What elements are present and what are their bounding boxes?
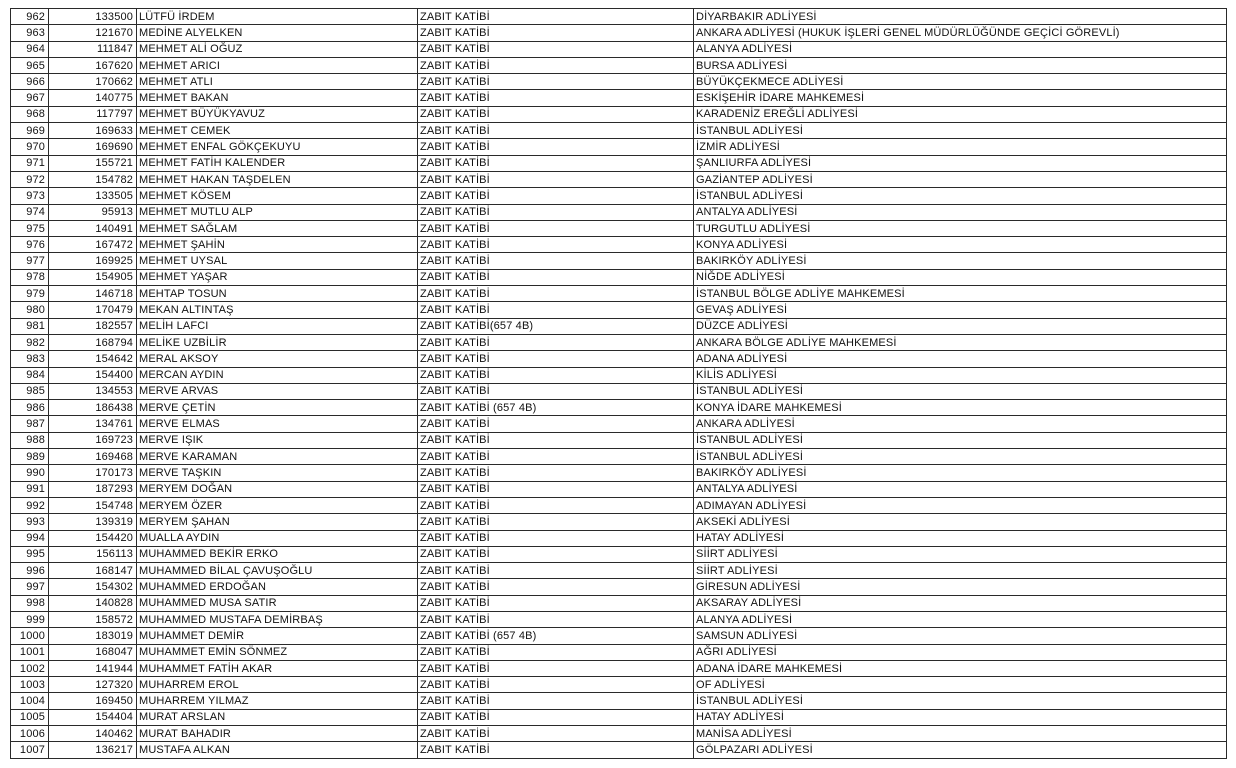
table-row xyxy=(11,742,1227,758)
name-cell: MERYEM DOĞAN xyxy=(137,481,418,497)
registry-number-cell: 140462 xyxy=(49,726,137,742)
row-number-cell: 964 xyxy=(11,41,49,57)
name-cell: MERCAN AYDIN xyxy=(137,367,418,383)
institution-cell: İSTANBUL ADLİYESİ xyxy=(694,383,1227,399)
row-number-cell: 995 xyxy=(11,546,49,562)
row-number-cell: 1002 xyxy=(11,660,49,676)
name-cell: MEHTAP TOSUN xyxy=(137,286,418,302)
title-cell: ZABIT KATİBİ xyxy=(418,416,694,432)
name-cell: MERVE ÇETİN xyxy=(137,400,418,416)
title-cell: ZABIT KATİBİ (657 4B) xyxy=(418,400,694,416)
institution-cell: NİĞDE ADLİYESİ xyxy=(694,269,1227,285)
table-row xyxy=(11,302,1227,318)
row-number-cell: 981 xyxy=(11,318,49,334)
name-cell: MERVE TAŞKIN xyxy=(137,465,418,481)
row-number-cell: 1004 xyxy=(11,693,49,709)
registry-number-cell: 140491 xyxy=(49,220,137,236)
title-cell: ZABIT KATİBİ xyxy=(418,106,694,122)
title-cell: ZABIT KATİBİ xyxy=(418,171,694,187)
name-cell: MEHMET MUTLU ALP xyxy=(137,204,418,220)
name-cell: MUHAMMET FATİH AKAR xyxy=(137,660,418,676)
institution-cell: GÖLPAZARI ADLİYESİ xyxy=(694,742,1227,758)
table-row xyxy=(11,237,1227,253)
row-number-cell: 967 xyxy=(11,90,49,106)
registry-number-cell: 134553 xyxy=(49,383,137,399)
row-number-cell: 984 xyxy=(11,367,49,383)
title-cell: ZABIT KATİBİ xyxy=(418,25,694,41)
institution-cell: ALANYA ADLİYESİ xyxy=(694,41,1227,57)
institution-cell: İZMİR ADLİYESİ xyxy=(694,139,1227,155)
institution-cell: ANKARA ADLİYESİ xyxy=(694,416,1227,432)
title-cell: ZABIT KATİBİ xyxy=(418,286,694,302)
row-number-cell: 991 xyxy=(11,481,49,497)
name-cell: MUHAMMET DEMİR xyxy=(137,628,418,644)
name-cell: MERYEM ÖZER xyxy=(137,497,418,513)
name-cell: MEHMET YAŞAR xyxy=(137,269,418,285)
table-row xyxy=(11,611,1227,627)
name-cell: MEHMET CEMEK xyxy=(137,123,418,139)
row-number-cell: 979 xyxy=(11,286,49,302)
title-cell: ZABIT KATİBİ xyxy=(418,367,694,383)
registry-number-cell: 169450 xyxy=(49,693,137,709)
institution-cell: KARADENİZ EREĞLİ ADLİYESİ xyxy=(694,106,1227,122)
registry-number-cell: 133500 xyxy=(49,9,137,25)
table-row xyxy=(11,546,1227,562)
title-cell: ZABIT KATİBİ xyxy=(418,481,694,497)
registry-number-cell: 111847 xyxy=(49,41,137,57)
row-number-cell: 983 xyxy=(11,351,49,367)
title-cell: ZABIT KATİBİ xyxy=(418,660,694,676)
title-cell: ZABIT KATİBİ xyxy=(418,677,694,693)
table-row xyxy=(11,726,1227,742)
table-row xyxy=(11,400,1227,416)
registry-number-cell: 146718 xyxy=(49,286,137,302)
name-cell: MERVE ELMAS xyxy=(137,416,418,432)
row-number-cell: 993 xyxy=(11,514,49,530)
institution-cell: AĞRI ADLİYESİ xyxy=(694,644,1227,660)
table-row xyxy=(11,449,1227,465)
row-number-cell: 999 xyxy=(11,611,49,627)
name-cell: MUHAMMED MUSTAFA DEMİRBAŞ xyxy=(137,611,418,627)
row-number-cell: 973 xyxy=(11,188,49,204)
title-cell: ZABIT KATİBİ xyxy=(418,514,694,530)
table-row xyxy=(11,123,1227,139)
name-cell: MEHMET ARICI xyxy=(137,57,418,73)
registry-number-cell: 169723 xyxy=(49,432,137,448)
registry-number-cell: 154782 xyxy=(49,171,137,187)
name-cell: MURAT ARSLAN xyxy=(137,709,418,725)
title-cell: ZABIT KATİBİ xyxy=(418,742,694,758)
row-number-cell: 1000 xyxy=(11,628,49,644)
institution-cell: TURGUTLU ADLİYESİ xyxy=(694,220,1227,236)
institution-cell: ŞANLIURFA ADLİYESİ xyxy=(694,155,1227,171)
title-cell: ZABIT KATİBİ xyxy=(418,579,694,595)
row-number-cell: 980 xyxy=(11,302,49,318)
institution-cell: HATAY ADLİYESİ xyxy=(694,709,1227,725)
row-number-cell: 971 xyxy=(11,155,49,171)
registry-number-cell: 117797 xyxy=(49,106,137,122)
table-row xyxy=(11,171,1227,187)
institution-cell: ADANA ADLİYESİ xyxy=(694,351,1227,367)
title-cell: ZABIT KATİBİ xyxy=(418,644,694,660)
table-row xyxy=(11,579,1227,595)
table-row xyxy=(11,155,1227,171)
table-row xyxy=(11,204,1227,220)
registry-number-cell: 167620 xyxy=(49,57,137,73)
title-cell: ZABIT KATİBİ xyxy=(418,188,694,204)
row-number-cell: 988 xyxy=(11,432,49,448)
registry-number-cell: 156113 xyxy=(49,546,137,562)
registry-number-cell: 169468 xyxy=(49,449,137,465)
table-row xyxy=(11,514,1227,530)
title-cell: ZABIT KATİBİ xyxy=(418,595,694,611)
title-cell: ZABIT KATİBİ xyxy=(418,9,694,25)
institution-cell: SAMSUN ADLİYESİ xyxy=(694,628,1227,644)
title-cell: ZABIT KATİBİ xyxy=(418,693,694,709)
row-number-cell: 962 xyxy=(11,9,49,25)
title-cell: ZABIT KATİBİ xyxy=(418,155,694,171)
registry-number-cell: 169690 xyxy=(49,139,137,155)
name-cell: MUHAMMED BİLAL ÇAVUŞOĞLU xyxy=(137,563,418,579)
registry-number-cell: 158572 xyxy=(49,611,137,627)
row-number-cell: 986 xyxy=(11,400,49,416)
row-number-cell: 1006 xyxy=(11,726,49,742)
registry-number-cell: 134761 xyxy=(49,416,137,432)
title-cell: ZABIT KATİBİ xyxy=(418,204,694,220)
institution-cell: ADANA İDARE MAHKEMESİ xyxy=(694,660,1227,676)
institution-cell: İSTANBUL BÖLGE ADLİYE MAHKEMESİ xyxy=(694,286,1227,302)
row-number-cell: 965 xyxy=(11,57,49,73)
institution-cell: GEVAŞ ADLİYESİ xyxy=(694,302,1227,318)
name-cell: MELİH LAFCI xyxy=(137,318,418,334)
name-cell: MUHAMMED ERDOĞAN xyxy=(137,579,418,595)
institution-cell: ANKARA BÖLGE ADLİYE MAHKEMESİ xyxy=(694,334,1227,350)
table-row xyxy=(11,383,1227,399)
table-row xyxy=(11,139,1227,155)
name-cell: MEHMET UYSAL xyxy=(137,253,418,269)
title-cell: ZABIT KATİBİ xyxy=(418,726,694,742)
title-cell: ZABIT KATİBİ xyxy=(418,709,694,725)
table-row xyxy=(11,416,1227,432)
registry-number-cell: 95913 xyxy=(49,204,137,220)
table-row xyxy=(11,318,1227,334)
registry-number-cell: 155721 xyxy=(49,155,137,171)
table-row xyxy=(11,106,1227,122)
institution-cell: İSTANBUL ADLİYESİ xyxy=(694,432,1227,448)
table-row xyxy=(11,286,1227,302)
table-body xyxy=(11,9,1227,759)
registry-number-cell: 154400 xyxy=(49,367,137,383)
name-cell: MUHARREM YILMAZ xyxy=(137,693,418,709)
institution-cell: KONYA ADLİYESİ xyxy=(694,237,1227,253)
title-cell: ZABIT KATİBİ xyxy=(418,74,694,90)
name-cell: MERVE KARAMAN xyxy=(137,449,418,465)
row-number-cell: 974 xyxy=(11,204,49,220)
name-cell: MEHMET FATİH KALENDER xyxy=(137,155,418,171)
institution-cell: BAKIRKÖY ADLİYESİ xyxy=(694,253,1227,269)
institution-cell: GAZİANTEP ADLİYESİ xyxy=(694,171,1227,187)
row-number-cell: 997 xyxy=(11,579,49,595)
title-cell: ZABIT KATİBİ xyxy=(418,611,694,627)
table-row xyxy=(11,595,1227,611)
name-cell: MERAL AKSOY xyxy=(137,351,418,367)
name-cell: LÜTFÜ İRDEM xyxy=(137,9,418,25)
name-cell: MUSTAFA ALKAN xyxy=(137,742,418,758)
registry-number-cell: 136217 xyxy=(49,742,137,758)
institution-cell: KİLİS ADLİYESİ xyxy=(694,367,1227,383)
row-number-cell: 968 xyxy=(11,106,49,122)
institution-cell: İSTANBUL ADLİYESİ xyxy=(694,188,1227,204)
registry-number-cell: 154642 xyxy=(49,351,137,367)
name-cell: MEHMET ENFAL GÖKÇEKUYU xyxy=(137,139,418,155)
registry-number-cell: 186438 xyxy=(49,400,137,416)
title-cell: ZABIT KATİBİ xyxy=(418,253,694,269)
table-row xyxy=(11,351,1227,367)
row-number-cell: 970 xyxy=(11,139,49,155)
name-cell: MEHMET ŞAHİN xyxy=(137,237,418,253)
row-number-cell: 992 xyxy=(11,497,49,513)
table-row xyxy=(11,677,1227,693)
institution-cell: KONYA İDARE MAHKEMESİ xyxy=(694,400,1227,416)
registry-number-cell: 168147 xyxy=(49,563,137,579)
table-row xyxy=(11,57,1227,73)
table-row xyxy=(11,90,1227,106)
title-cell: ZABIT KATİBİ xyxy=(418,220,694,236)
registry-number-cell: 154404 xyxy=(49,709,137,725)
name-cell: MERVE IŞIK xyxy=(137,432,418,448)
table-row xyxy=(11,563,1227,579)
table-row xyxy=(11,497,1227,513)
row-number-cell: 985 xyxy=(11,383,49,399)
name-cell: MELİKE UZBİLİR xyxy=(137,334,418,350)
name-cell: MUHAMMED BEKİR ERKO xyxy=(137,546,418,562)
registry-number-cell: 169633 xyxy=(49,123,137,139)
registry-number-cell: 141944 xyxy=(49,660,137,676)
registry-number-cell: 139319 xyxy=(49,514,137,530)
title-cell: ZABIT KATİBİ xyxy=(418,269,694,285)
institution-cell: ALANYA ADLİYESİ xyxy=(694,611,1227,627)
registry-number-cell: 170479 xyxy=(49,302,137,318)
name-cell: MEHMET SAĞLAM xyxy=(137,220,418,236)
table-row xyxy=(11,660,1227,676)
institution-cell: İSTANBUL ADLİYESİ xyxy=(694,693,1227,709)
row-number-cell: 990 xyxy=(11,465,49,481)
name-cell: MUHARREM EROL xyxy=(137,677,418,693)
table-row xyxy=(11,334,1227,350)
title-cell: ZABIT KATİBİ xyxy=(418,351,694,367)
registry-number-cell: 170662 xyxy=(49,74,137,90)
row-number-cell: 989 xyxy=(11,449,49,465)
name-cell: MURAT BAHADIR xyxy=(137,726,418,742)
name-cell: MEHMET ATLI xyxy=(137,74,418,90)
title-cell: ZABIT KATİBİ xyxy=(418,139,694,155)
institution-cell: AKSEKİ ADLİYESİ xyxy=(694,514,1227,530)
registry-number-cell: 168047 xyxy=(49,644,137,660)
registry-number-cell: 127320 xyxy=(49,677,137,693)
title-cell: ZABIT KATİBİ xyxy=(418,57,694,73)
institution-cell: OF ADLİYESİ xyxy=(694,677,1227,693)
registry-number-cell: 169925 xyxy=(49,253,137,269)
institution-cell: ADIMAYAN ADLİYESİ xyxy=(694,497,1227,513)
row-number-cell: 976 xyxy=(11,237,49,253)
title-cell: ZABIT KATİBİ(657 4B) xyxy=(418,318,694,334)
title-cell: ZABIT KATİBİ xyxy=(418,237,694,253)
row-number-cell: 994 xyxy=(11,530,49,546)
table-row xyxy=(11,25,1227,41)
registry-number-cell: 154302 xyxy=(49,579,137,595)
title-cell: ZABIT KATİBİ xyxy=(418,123,694,139)
row-number-cell: 969 xyxy=(11,123,49,139)
registry-number-cell: 182557 xyxy=(49,318,137,334)
row-number-cell: 963 xyxy=(11,25,49,41)
title-cell: ZABIT KATİBİ xyxy=(418,465,694,481)
row-number-cell: 975 xyxy=(11,220,49,236)
title-cell: ZABIT KATİBİ xyxy=(418,497,694,513)
registry-number-cell: 140775 xyxy=(49,90,137,106)
name-cell: MEHMET KÖSEM xyxy=(137,188,418,204)
registry-number-cell: 183019 xyxy=(49,628,137,644)
registry-number-cell: 154905 xyxy=(49,269,137,285)
institution-cell: GİRESUN ADLİYESİ xyxy=(694,579,1227,595)
title-cell: ZABIT KATİBİ xyxy=(418,546,694,562)
table-row xyxy=(11,465,1227,481)
name-cell: MEHMET ALİ OĞUZ xyxy=(137,41,418,57)
institution-cell: SİİRT ADLİYESİ xyxy=(694,546,1227,562)
name-cell: MEHMET BAKAN xyxy=(137,90,418,106)
row-number-cell: 1003 xyxy=(11,677,49,693)
table-row xyxy=(11,628,1227,644)
title-cell: ZABIT KATİBİ xyxy=(418,563,694,579)
row-number-cell: 982 xyxy=(11,334,49,350)
institution-cell: SİİRT ADLİYESİ xyxy=(694,563,1227,579)
registry-number-cell: 154748 xyxy=(49,497,137,513)
institution-cell: BÜYÜKÇEKMECE ADLİYESİ xyxy=(694,74,1227,90)
name-cell: MEDİNE ALYELKEN xyxy=(137,25,418,41)
title-cell: ZABIT KATİBİ xyxy=(418,302,694,318)
name-cell: MERVE ARVAS xyxy=(137,383,418,399)
row-number-cell: 978 xyxy=(11,269,49,285)
institution-cell: İSTANBUL ADLİYESİ xyxy=(694,449,1227,465)
institution-cell: HATAY ADLİYESİ xyxy=(694,530,1227,546)
institution-cell: BURSA ADLİYESİ xyxy=(694,57,1227,73)
title-cell: ZABIT KATİBİ xyxy=(418,90,694,106)
name-cell: MEHMET BÜYÜKYAVUZ xyxy=(137,106,418,122)
institution-cell: ANTALYA ADLİYESİ xyxy=(694,204,1227,220)
row-number-cell: 972 xyxy=(11,171,49,187)
table-row xyxy=(11,220,1227,236)
name-cell: MEKAN ALTINTAŞ xyxy=(137,302,418,318)
row-number-cell: 1007 xyxy=(11,742,49,758)
institution-cell: BAKIRKÖY ADLİYESİ xyxy=(694,465,1227,481)
row-number-cell: 1001 xyxy=(11,644,49,660)
title-cell: ZABIT KATİBİ xyxy=(418,530,694,546)
registry-number-cell: 187293 xyxy=(49,481,137,497)
name-cell: MEHMET HAKAN TAŞDELEN xyxy=(137,171,418,187)
row-number-cell: 966 xyxy=(11,74,49,90)
table-row xyxy=(11,41,1227,57)
institution-cell: AKSARAY ADLİYESİ xyxy=(694,595,1227,611)
registry-number-cell: 133505 xyxy=(49,188,137,204)
table-row xyxy=(11,188,1227,204)
institution-cell: ESKİŞEHİR İDARE MAHKEMESİ xyxy=(694,90,1227,106)
title-cell: ZABIT KATİBİ xyxy=(418,334,694,350)
registry-number-cell: 170173 xyxy=(49,465,137,481)
institution-cell: İSTANBUL ADLİYESİ xyxy=(694,123,1227,139)
registry-number-cell: 121670 xyxy=(49,25,137,41)
table-row xyxy=(11,253,1227,269)
institution-cell: ANKARA ADLİYESİ (HUKUK İŞLERİ GENEL MÜDÜRLÜĞÜNDE GEÇİCİ GÖREVLİ) xyxy=(694,25,1227,41)
name-cell: MUHAMMED MUSA SATIR xyxy=(137,595,418,611)
name-cell: MERYEM ŞAHAN xyxy=(137,514,418,530)
registry-number-cell: 154420 xyxy=(49,530,137,546)
table-row xyxy=(11,709,1227,725)
institution-cell: DÜZCE ADLİYESİ xyxy=(694,318,1227,334)
table-row xyxy=(11,481,1227,497)
table-row xyxy=(11,74,1227,90)
table-row xyxy=(11,432,1227,448)
registry-number-cell: 167472 xyxy=(49,237,137,253)
title-cell: ZABIT KATİBİ xyxy=(418,432,694,448)
table-row xyxy=(11,530,1227,546)
title-cell: ZABIT KATİBİ xyxy=(418,41,694,57)
title-cell: ZABIT KATİBİ (657 4B) xyxy=(418,628,694,644)
table-row xyxy=(11,367,1227,383)
registry-number-cell: 168794 xyxy=(49,334,137,350)
row-number-cell: 977 xyxy=(11,253,49,269)
institution-cell: ANTALYA ADLİYESİ xyxy=(694,481,1227,497)
table-row xyxy=(11,9,1227,25)
title-cell: ZABIT KATİBİ xyxy=(418,449,694,465)
registry-number-cell: 140828 xyxy=(49,595,137,611)
row-number-cell: 1005 xyxy=(11,709,49,725)
row-number-cell: 987 xyxy=(11,416,49,432)
name-cell: MUALLA AYDIN xyxy=(137,530,418,546)
table-row xyxy=(11,693,1227,709)
row-number-cell: 998 xyxy=(11,595,49,611)
title-cell: ZABIT KATİBİ xyxy=(418,383,694,399)
institution-cell: MANİSA ADLİYESİ xyxy=(694,726,1227,742)
name-cell: MUHAMMET EMİN SÖNMEZ xyxy=(137,644,418,660)
personnel-table xyxy=(10,8,1227,759)
institution-cell: DİYARBAKIR ADLİYESİ xyxy=(694,9,1227,25)
row-number-cell: 996 xyxy=(11,563,49,579)
table-row xyxy=(11,644,1227,660)
table-row xyxy=(11,269,1227,285)
